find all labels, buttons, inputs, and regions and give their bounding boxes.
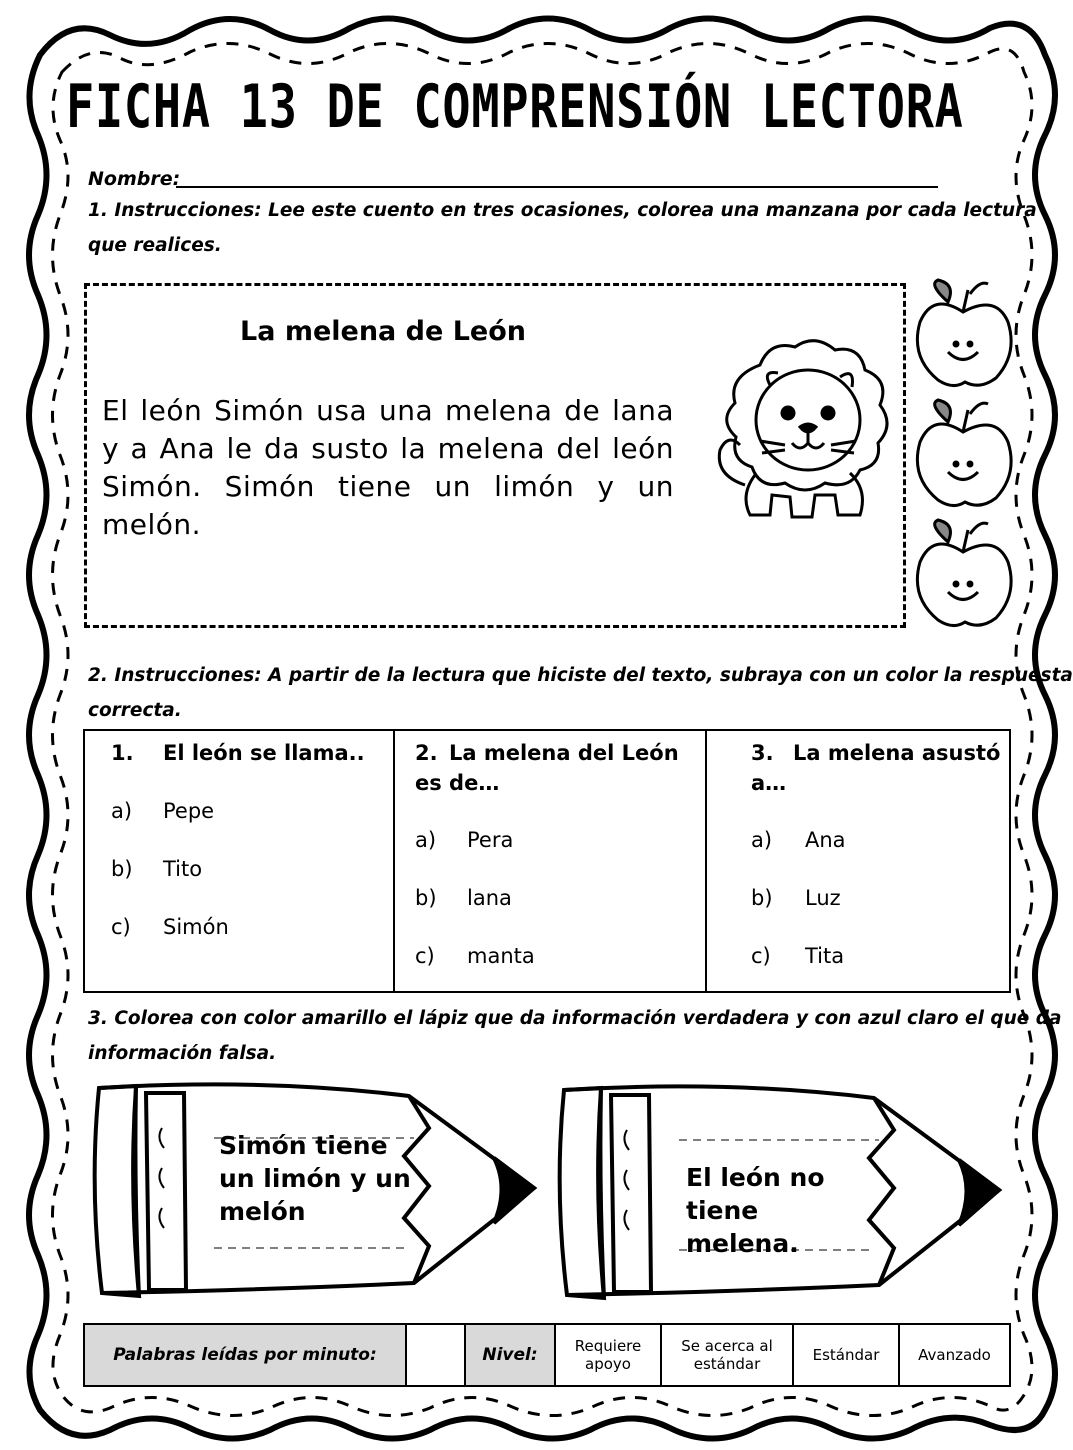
option-letter: a) [751, 828, 773, 852]
level-text: Estándar [812, 1346, 880, 1364]
apple-icons[interactable] [908, 272, 1023, 637]
pencil-line: Simón tiene [219, 1131, 388, 1160]
level-option-estandar[interactable] [793, 1324, 899, 1386]
option-answer[interactable]: Pepe [163, 799, 215, 823]
option-answer[interactable]: Simón [163, 915, 229, 939]
level-text: estándar [693, 1355, 761, 1373]
option-letter: c) [751, 944, 771, 968]
option-letter: a) [415, 828, 437, 852]
question-number: 2. [415, 741, 438, 765]
level-text: Avanzado [918, 1346, 991, 1364]
option-answer[interactable]: manta [467, 944, 535, 968]
apple-icon-1 [917, 280, 1011, 386]
option-answer[interactable]: Tito [163, 857, 203, 881]
pencil-false-text [686, 1161, 825, 1260]
question-text: La melena del León [449, 741, 679, 765]
option-answer[interactable]: Ana [805, 828, 846, 852]
question-text: La melena asustó [793, 741, 1001, 765]
option-answer[interactable]: Luz [805, 886, 841, 910]
level-text: apoyo [585, 1355, 631, 1373]
level-text: Se acerca al [681, 1337, 773, 1355]
pencil-line: tiene [686, 1196, 759, 1225]
level-text: Requiere [574, 1337, 642, 1355]
words-per-minute-label: Palabras leídas por minuto: [84, 1324, 406, 1386]
instruction-3: 3. Colorea con color amarillo el lápiz que da información verdadera y con azul claro el que da [88, 1008, 1062, 1029]
instruction-2: 2. Instrucciones: A partir de la lectura que hiciste del texto, subraya con un color la respuesta [88, 665, 1073, 686]
option-letter: c) [111, 915, 131, 939]
question-text-cont: es de… [415, 771, 500, 795]
question-1 [84, 730, 394, 992]
words-per-minute-input[interactable] [406, 1324, 465, 1386]
question-text: El león se llama.. [163, 741, 365, 765]
option-letter: a) [111, 799, 133, 823]
pencil-line: El león no [686, 1163, 825, 1192]
question-3 [706, 730, 1010, 992]
instruction-1-cont: que realices. [88, 235, 222, 256]
instruction-2-cont: correcta. [88, 700, 182, 721]
name-line[interactable] [176, 186, 938, 188]
option-letter: b) [415, 886, 437, 910]
option-answer[interactable]: Tita [805, 944, 845, 968]
apple-icon-2 [917, 400, 1011, 506]
question-text-cont: a… [751, 771, 787, 795]
option-letter: b) [751, 886, 773, 910]
question-number: 3. [751, 741, 774, 765]
reading-level-table [83, 1323, 1011, 1387]
level-option-avanzado[interactable] [899, 1324, 1010, 1386]
level-option-se-acerca[interactable] [661, 1324, 793, 1386]
lion-icon [700, 325, 900, 525]
story-title: La melena de León [240, 316, 527, 347]
instruction-1: 1. Instrucciones: Lee este cuento en tres ocasiones, colorea una manzana por cada lectura [88, 200, 1037, 221]
level-label: Nivel: [465, 1324, 555, 1386]
pencil-line: un limón y un [219, 1164, 411, 1193]
level-option-requiere-apoyo[interactable] [555, 1324, 661, 1386]
instruction-3-cont: información falsa. [88, 1043, 277, 1064]
pencil-line: melena. [686, 1229, 799, 1258]
pencil-true-text [219, 1129, 411, 1228]
option-letter: c) [415, 944, 435, 968]
pencil-line: melón [219, 1197, 306, 1226]
question-number: 1. [111, 741, 134, 765]
option-answer[interactable]: Pera [467, 828, 514, 852]
story-text: El león Simón usa una melena de lana y a Ana le da susto la melena del león Simón. Simón tiene un limón y un melón. [102, 394, 674, 541]
option-letter: b) [111, 857, 133, 881]
name-label: Nombre: [88, 168, 181, 190]
apple-icon-3 [917, 520, 1011, 626]
page-title: FICHA 13 DE COMPRENSIÓN LECTORA [66, 72, 964, 142]
question-2 [394, 730, 706, 992]
option-answer[interactable]: lana [467, 886, 512, 910]
questions-table [83, 729, 1011, 993]
